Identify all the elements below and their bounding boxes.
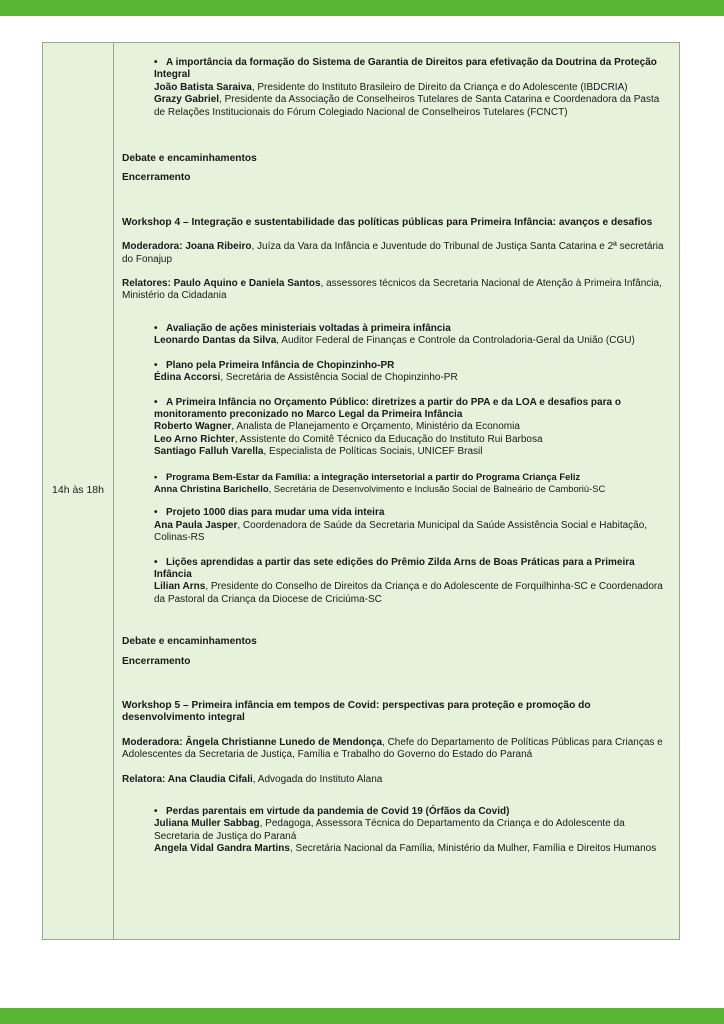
speaker-name: Roberto Wagner	[154, 421, 232, 433]
bullet-icon: •	[154, 359, 158, 371]
speaker	[154, 335, 669, 347]
closing-label: Encerramento	[122, 655, 191, 667]
talk-title	[154, 507, 669, 519]
talk-title-text: Avaliação de ações ministeriais voltadas à primeira infância	[166, 322, 451, 334]
debate-label: Debate e encaminhamentos	[122, 636, 257, 648]
speaker	[154, 581, 669, 606]
speaker-name: Santiago Falluh Varella	[154, 446, 264, 458]
speaker-role: , Pedagoga, Assessora Técnica do Departamento da Criança e do Adolescente da Secretaria de Justiça do Paraná	[154, 818, 625, 842]
speaker-role: , Coordenadora de Saúde da Secretaria Municipal da Saúde Assistência Social e Habitação, Colinas-RS	[154, 519, 648, 544]
speaker-role: , Auditor Federal de Finanças e Controle da Controladoria-Geral da União (CGU)	[276, 335, 635, 347]
rapporteurs	[122, 278, 669, 303]
talk-title	[154, 557, 669, 582]
talk-title	[154, 471, 669, 483]
talk-item	[122, 806, 669, 856]
speaker-name: Anna Christina Barichello	[154, 482, 269, 494]
bullet-icon: •	[154, 470, 158, 482]
content-column	[114, 43, 679, 939]
speaker-name: Juliana Muller Sabbag	[154, 818, 260, 830]
speaker	[154, 372, 669, 384]
bullet-icon: •	[154, 322, 158, 334]
closing-label: Encerramento	[122, 172, 191, 184]
bullet-icon: •	[154, 806, 158, 818]
talk-item	[122, 360, 669, 385]
speaker	[154, 843, 669, 855]
moderator	[122, 241, 669, 266]
talk-title	[154, 806, 669, 818]
rapporteur-label: Relatora: Ana Claudia Cifali	[122, 773, 253, 785]
talk-title-text: A Primeira Infância no Orçamento Público: diretrizes a partir do PPA e da LOA e desafios para o monitoramento preconizado no Marco Legal da Primeira Infância	[154, 396, 621, 420]
rapporteurs-label: Relatores: Paulo Aquino e Daniela Santos	[122, 278, 321, 290]
speaker	[154, 446, 669, 458]
talk-item	[122, 557, 669, 607]
talk-item	[122, 507, 669, 544]
moderator-role: , Juíza da Vara da Infância e Juventude do Tribunal de Justiça Santa Catarina e 2ª secretária do Fonajup	[122, 241, 664, 265]
speaker-name: João Batista Saraiva	[154, 81, 252, 93]
moderator-label: Moderadora: Joana Ribeiro	[122, 241, 252, 253]
speaker-name: Leonardo Dantas da Silva	[154, 335, 277, 347]
speaker-role: , Assistente do Comitê Técnico da Educação do Instituto Rui Barbosa	[234, 433, 543, 445]
bullet-icon: •	[154, 396, 158, 408]
speaker-role: , Presidente do Conselho de Direitos da Criança e do Adolescente de Forquilhinha-SC e Coordenadora da Pastoral da Criança da Diocese de Criciúma-SC	[154, 581, 663, 605]
speaker-name: Grazy Gabriel	[154, 94, 220, 106]
debate-label: Debate e encaminhamentos	[122, 153, 257, 165]
speaker	[154, 520, 669, 545]
speaker-name: Ana Paula Jasper	[154, 519, 238, 531]
talk-title-text: Lições aprendidas a partir das sete edições do Prêmio Zilda Arns de Boas Práticas para a Primeira Infância	[154, 556, 635, 580]
speaker-role: , Presidente da Associação de Conselheiros Tutelares de Santa Catarina e Coordenadora da Pasta de Relações Institucionais do Fórum Colegiado Nacional de Conselheiros Tutelares (FCNCT)	[154, 94, 660, 118]
talk-title-text: Plano pela Primeira Infância de Chopinzinho-PR	[166, 359, 395, 371]
schedule-table	[42, 42, 680, 940]
moderator	[122, 737, 669, 762]
speaker-role: , Analista de Planejamento e Orçamento, Ministério da Economia	[231, 421, 520, 433]
speaker-role: , Presidente do Instituto Brasileiro de Direito da Criança e do Adolescente (IBDCRIA)	[251, 81, 628, 93]
speaker	[154, 434, 669, 446]
speaker-name: Leo Arno Richter	[154, 433, 235, 445]
rapporteur	[122, 774, 669, 786]
talk-title	[154, 57, 669, 82]
bottom-accent-bar	[0, 1008, 724, 1024]
rapporteur-role: , Advogada do Instituto Alana	[252, 773, 383, 785]
speaker	[154, 483, 669, 495]
time-slot: 14h às 18h	[52, 484, 104, 496]
speaker-role: , Especialista de Políticas Sociais, UNICEF Brasil	[263, 446, 483, 458]
speaker-name: Angela Vidal Gandra Martins	[154, 843, 290, 855]
bullet-icon: •	[154, 556, 158, 568]
rapporteurs-role: , assessores técnicos da Secretaria Nacional de Atenção à Primeira Infância, Ministério da Cidadania	[122, 278, 662, 302]
speaker-role: , Secretária Nacional da Família, Ministério da Mulher, Família e Direitos Humanos	[289, 843, 657, 855]
talk-item	[122, 471, 669, 496]
talk-title-text: Perdas parentais em virtude da pandemia de Covid 19 (Órfãos da Covid)	[166, 806, 510, 818]
bullet-icon: •	[154, 507, 158, 519]
bullet-icon: •	[154, 57, 158, 68]
speaker	[154, 94, 669, 119]
speaker	[154, 421, 669, 433]
speaker-name: Édina Accorsi	[154, 372, 221, 384]
talk-title	[154, 323, 669, 335]
speaker-role: , Secretária de Assistência Social de Chopinzinho-PR	[220, 372, 458, 384]
talk-item	[122, 397, 669, 459]
talk-title-text: Programa Bem-Estar da Família: a integração intersetorial a partir do Programa Criança Feliz	[166, 470, 581, 482]
top-accent-bar	[0, 0, 724, 16]
time-column	[43, 43, 114, 939]
talk-title-text: A importância da formação do Sistema de Garantia de Direitos para efetivação da Doutrina da Proteção Integral	[154, 57, 657, 81]
speaker-name: Lilian Arns	[154, 581, 206, 593]
talk-title	[154, 360, 669, 372]
moderator-role: , Chefe do Departamento de Políticas Públicas para Crianças e Adolescentes da Secretaria de Justiça, Família e Trabalho do Governo do Estado do Paraná	[122, 736, 663, 761]
workshop-4-title: Workshop 4 – Integração e sustentabilidade das políticas públicas para Primeira Infância: avanços e desafios	[122, 216, 653, 228]
talk-title	[154, 397, 669, 422]
moderator-label: Moderadora: Ângela Christianne Lunedo de Mendonça	[122, 736, 383, 748]
speaker-role: , Secretária de Desenvolvimento e Inclusão Social de Balneário de Camboriú-SC	[268, 482, 606, 494]
speaker	[154, 82, 669, 94]
talk-item	[122, 57, 669, 119]
talk-item	[122, 323, 669, 348]
workshop-5-title: Workshop 5 – Primeira infância em tempos de Covid: perspectivas para proteção e promoção do desenvolvimento integral	[122, 700, 591, 724]
talk-title-text: Projeto 1000 dias para mudar uma vida inteira	[166, 507, 385, 519]
speaker	[154, 818, 669, 843]
